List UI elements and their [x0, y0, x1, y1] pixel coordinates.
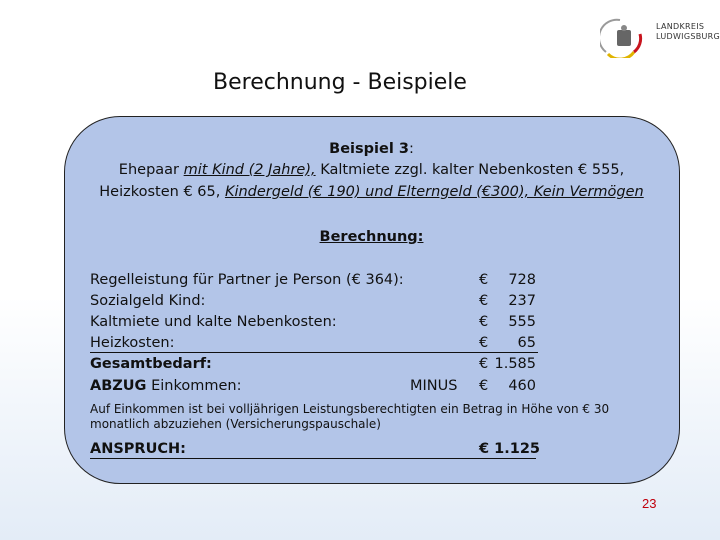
row-amount: 728 [508, 272, 536, 288]
row-amount: 555 [508, 314, 536, 330]
row-label-regelleistung: Regelleistung für Partner je Person (€ 364): [90, 272, 404, 288]
deduction-note: Auf Einkommen ist bei volljährigen Leistungsberechtigten ein Betrag in Höhe von € 30 monatlich abzuziehen (Versicherungspauschale) [90, 402, 610, 431]
logo-text: LANDKREIS LUDWIGSBURG [656, 22, 720, 41]
example-line-2: Heizkosten € 65, Kindergeld (€ 190) und Elterngeld (€300), Kein Vermögen [99, 184, 644, 200]
row-label-abzug: ABZUG Einkommen: [90, 378, 242, 394]
row-label-heizkosten: Heizkosten: [90, 335, 175, 351]
example-panel [64, 116, 680, 484]
result-label: ANSPRUCH: [90, 441, 186, 457]
row-currency: € [479, 272, 489, 288]
row-currency: € [479, 293, 489, 309]
row-amount: 65 [517, 335, 536, 351]
row-currency: € [479, 314, 489, 330]
minus-label: MINUS [410, 378, 458, 394]
row-currency: € [479, 378, 489, 394]
row-label-kaltmiete: Kaltmiete und kalte Nebenkosten: [90, 314, 337, 330]
example-line-1: Ehepaar mit Kind (2 Jahre), Kaltmiete zzgl. kalter Nebenkosten € 555, [118, 162, 625, 178]
row-label-gesamtbedarf: Gesamtbedarf: [90, 356, 212, 372]
calculation-heading: Berechnung: [319, 229, 424, 245]
slide-title: Berechnung - Beispiele [213, 70, 467, 95]
row-label-sozialgeld: Sozialgeld Kind: [90, 293, 206, 309]
row-currency: € [479, 356, 489, 372]
row-amount: 1.585 [494, 356, 536, 372]
row-amount: 460 [508, 378, 536, 394]
row-amount: 237 [508, 293, 536, 309]
sum-underline [90, 352, 538, 353]
result-underline [90, 458, 536, 459]
row-currency: € [479, 335, 489, 351]
result-value: € 1.125 [479, 441, 541, 457]
page-number: 23 [642, 496, 657, 511]
example-heading: Beispiel 3: [329, 141, 414, 157]
